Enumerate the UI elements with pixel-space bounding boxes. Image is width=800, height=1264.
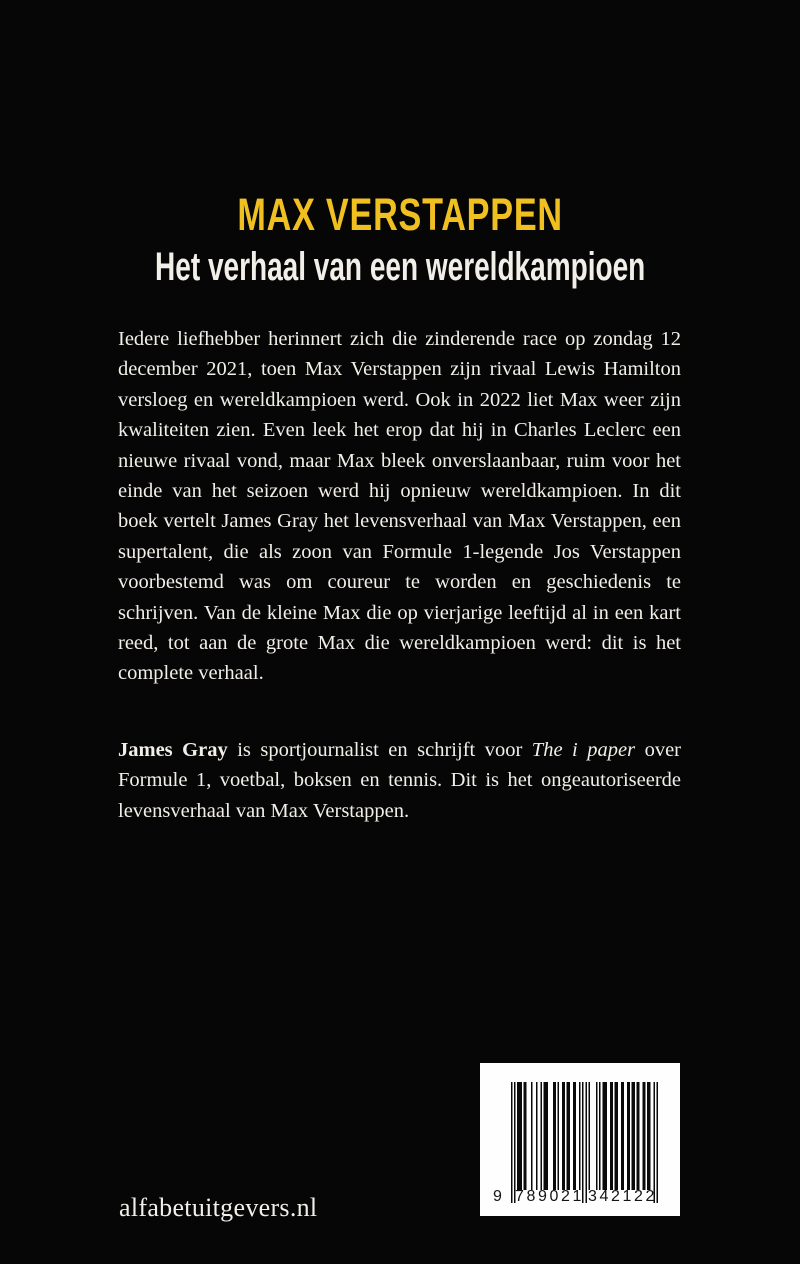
ean13-barcode-icon xyxy=(511,1082,658,1203)
barcode-digits-left: 789021 xyxy=(515,1188,584,1205)
author-bio-text-pre: is sportjournalist en schrijft voor xyxy=(227,738,532,761)
author-bio-text-post: over Formule 1, voetbal, boksen en tennis. Dit is het ongeautoriseerde levensverhaal van Max Verstappen. xyxy=(118,738,682,822)
publication-name: The i paper xyxy=(531,738,636,761)
barcode-digit-prefix: 9 xyxy=(493,1188,502,1205)
author-bio-paragraph xyxy=(118,735,681,826)
barcode-digits-right: 342122 xyxy=(588,1188,657,1205)
publisher-url: alfabetuitgevers.nl xyxy=(119,1193,318,1222)
barcode-label xyxy=(480,1063,680,1216)
book-title: MAX VERSTAPPEN xyxy=(237,189,563,240)
synopsis-paragraph: Iedere liefhebber herinnert zich die zinderende race op zondag 12 december 2021, toen Max Verstappen zijn rivaal Lewis Hamilton versloeg en wereldkampioen werd. Ook in 2022 liet Max weer zijn kwaliteiten zien. Even leek het erop dat hij in Charles Leclerc een nieuwe rivaal vond, maar Max bleek onverslaanbaar, ruim voor het einde van het seizoen werd hij opnieuw wereldkampioen. In dit boek vertelt James Gray het levensverhaal van Max Verstappen, een supertalent, die als zoon van Formule 1-legende Jos Verstappen voorbestemd was om coureur te worden en geschiedenis te schrijven. Van de kleine Max die op vierjarige leeftijd al in een kart reed, tot aan de grote Max die wereldkampioen werd: dit is het complete verhaal. xyxy=(118,328,681,685)
subtitle-row xyxy=(0,247,800,287)
book-subtitle: Het verhaal van een wereldkampioen xyxy=(154,245,646,289)
back-cover-text xyxy=(118,324,681,826)
headline-row xyxy=(0,189,800,240)
author-name: James Gray xyxy=(118,738,228,761)
